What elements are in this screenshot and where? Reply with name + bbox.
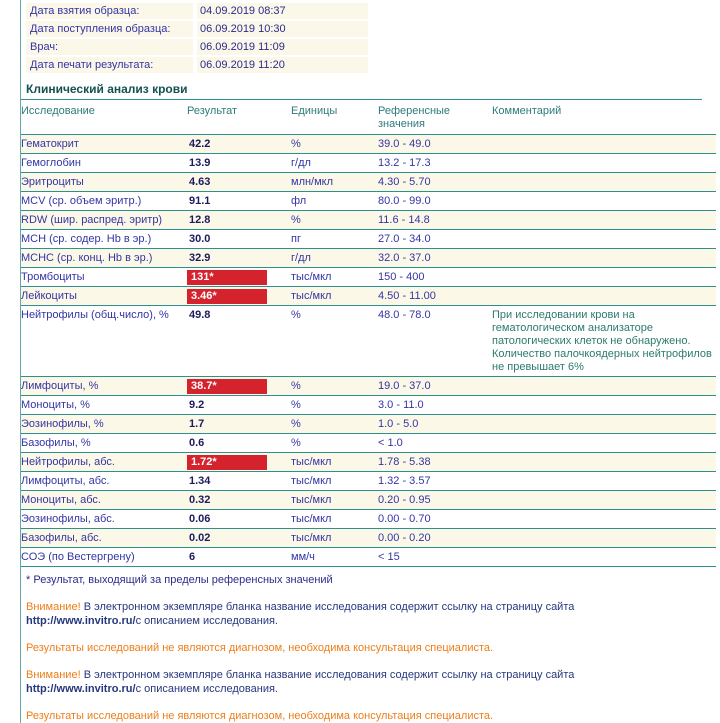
comment — [492, 230, 716, 249]
table-row — [21, 192, 716, 211]
table-row — [21, 377, 716, 396]
result-value: 0.32 — [189, 494, 211, 506]
section-title: Клинический анализ крови — [21, 82, 702, 100]
table-row — [21, 434, 716, 453]
result-value: 131* — [187, 270, 267, 285]
table-row — [21, 268, 716, 287]
invitro-link[interactable]: http://www.invitro.ru/ — [26, 683, 136, 695]
units: тыс/мкл — [291, 510, 378, 529]
reference-range: 11.6 - 14.8 — [378, 211, 492, 230]
table-row — [21, 396, 716, 415]
result-value: 12.8 — [189, 214, 211, 226]
reference-range: 27.0 - 34.0 — [378, 230, 492, 249]
comment — [492, 491, 716, 510]
table-row — [21, 453, 716, 472]
units: тыс/мкл — [291, 268, 378, 287]
reference-range: 80.0 - 99.0 — [378, 192, 492, 211]
comment — [492, 377, 716, 396]
comment — [492, 192, 716, 211]
units: мм/ч — [291, 548, 378, 567]
meta-value: 06.09.2019 11:09 — [197, 39, 368, 55]
comment — [492, 472, 716, 491]
reference-range: 1.32 - 3.57 — [378, 472, 492, 491]
result-value: 1.34 — [189, 475, 211, 487]
table-row — [21, 173, 716, 192]
test-name: Лимфоциты, абс. — [21, 472, 187, 491]
test-name: MCV (ср. объем эритр.) — [21, 192, 187, 211]
comment — [492, 211, 716, 230]
notices — [21, 600, 702, 723]
attention-notice — [21, 668, 686, 696]
test-name: Базофилы, абс. — [21, 529, 187, 548]
table-row — [21, 154, 716, 173]
table-row — [21, 306, 716, 377]
units: г/дл — [291, 249, 378, 268]
comment: При исследовании крови на гематологическом анализаторе патологических клеток не обнаружено. Количество палочкоядерных нейтрофилов не превышает 6% — [492, 306, 716, 377]
disclaimer-text: Результаты исследований не являются диагнозом, необходима консультация специалиста. — [26, 642, 494, 654]
result-value: 1.7 — [189, 418, 205, 430]
comment — [492, 287, 716, 306]
header-units: Единицы — [291, 100, 378, 135]
result-value: 9.2 — [189, 399, 205, 411]
units: % — [291, 396, 378, 415]
header-result: Результат — [187, 100, 291, 135]
meta-row — [26, 3, 702, 19]
test-name: Моноциты, % — [21, 396, 187, 415]
sample-meta — [21, 3, 702, 73]
test-name: СОЭ (по Вестергрену) — [21, 548, 187, 567]
reference-range: 0.00 - 0.20 — [378, 529, 492, 548]
units: % — [291, 434, 378, 453]
units: % — [291, 377, 378, 396]
test-name: Нейтрофилы, абс. — [21, 453, 187, 472]
test-name: Гематокрит — [21, 135, 187, 154]
meta-value: 04.09.2019 08:37 — [197, 3, 368, 19]
table-row — [21, 548, 716, 567]
meta-row — [26, 21, 702, 37]
results-table-header — [21, 100, 716, 135]
test-name: MCHC (ср. конц. Hb в эр.) — [21, 249, 187, 268]
meta-label: Дата поступления образца: — [26, 21, 193, 37]
header-comment: Комментарий — [492, 100, 716, 135]
table-row — [21, 472, 716, 491]
table-row — [21, 211, 716, 230]
comment — [492, 173, 716, 192]
reference-range: < 15 — [378, 548, 492, 567]
test-name: Эозинофилы, % — [21, 415, 187, 434]
notice-text: В электронном экземпляре бланка название исследования содержит ссылку на страницу сайта — [80, 601, 575, 613]
test-name: RDW (шир. распред. эритр) — [21, 211, 187, 230]
table-row — [21, 510, 716, 529]
comment — [492, 135, 716, 154]
meta-value: 06.09.2019 10:30 — [197, 21, 368, 37]
reference-range: 39.0 - 49.0 — [378, 135, 492, 154]
table-row — [21, 287, 716, 306]
table-row — [21, 415, 716, 434]
comment — [492, 529, 716, 548]
units: тыс/мкл — [291, 491, 378, 510]
units: % — [291, 211, 378, 230]
reference-range: 32.0 - 37.0 — [378, 249, 492, 268]
reference-range: 0.20 - 0.95 — [378, 491, 492, 510]
header-reference: Референсные значения — [378, 100, 492, 135]
comment — [492, 396, 716, 415]
test-name: Нейтрофилы (общ.число), % — [21, 306, 187, 377]
units: % — [291, 415, 378, 434]
comment — [492, 453, 716, 472]
attention-label: Внимание! — [26, 669, 81, 681]
test-name: Гемоглобин — [21, 154, 187, 173]
reference-range: 150 - 400 — [378, 268, 492, 287]
lab-report-page — [20, 0, 712, 723]
result-value: 49.8 — [189, 309, 211, 321]
disclaimer-text: Результаты исследований не являются диагнозом, необходима консультация специалиста. — [26, 710, 494, 722]
comment — [492, 510, 716, 529]
notice-text: В электронном экземпляре бланка название исследования содержит ссылку на страницу сайта — [80, 669, 575, 681]
comment — [492, 434, 716, 453]
attention-label: Внимание! — [26, 601, 81, 613]
reference-range: 48.0 - 78.0 — [378, 306, 492, 377]
test-name: Базофилы, % — [21, 434, 187, 453]
comment — [492, 249, 716, 268]
notice-text-suffix: с описанием исследования. — [135, 615, 278, 627]
reference-range: 4.30 - 5.70 — [378, 173, 492, 192]
units: тыс/мкл — [291, 453, 378, 472]
table-row — [21, 249, 716, 268]
reference-range: 13.2 - 17.3 — [378, 154, 492, 173]
units: пг — [291, 230, 378, 249]
meta-label: Врач: — [26, 39, 193, 55]
result-value: 0.6 — [189, 437, 205, 449]
units: % — [291, 306, 378, 377]
result-value: 32.9 — [189, 252, 211, 264]
result-value: 1.72* — [187, 455, 267, 470]
reference-range: 4.50 - 11.00 — [378, 287, 492, 306]
meta-label: Дата взятия образца: — [26, 3, 193, 19]
table-row — [21, 529, 716, 548]
test-name: MCH (ср. содер. Hb в эр.) — [21, 230, 187, 249]
results-table — [21, 100, 716, 567]
result-value: 0.02 — [189, 532, 211, 544]
table-row — [21, 230, 716, 249]
meta-label: Дата печати результата: — [26, 57, 193, 73]
units: млн/мкл — [291, 173, 378, 192]
reference-range: 1.78 - 5.38 — [378, 453, 492, 472]
invitro-link[interactable]: http://www.invitro.ru/ — [26, 615, 136, 627]
comment — [492, 548, 716, 567]
result-value: 0.06 — [189, 513, 211, 525]
header-test: Исследование — [21, 100, 187, 135]
units: тыс/мкл — [291, 472, 378, 491]
result-value: 4.63 — [189, 176, 211, 188]
units: тыс/мкл — [291, 529, 378, 548]
result-value: 91.1 — [189, 195, 211, 207]
result-value: 3.46* — [187, 289, 267, 304]
units: фл — [291, 192, 378, 211]
result-value: 42.2 — [189, 138, 211, 150]
units: тыс/мкл — [291, 287, 378, 306]
test-name: Эозинофилы, абс. — [21, 510, 187, 529]
units: % — [291, 135, 378, 154]
test-name: Лимфоциты, % — [21, 377, 187, 396]
meta-value: 06.09.2019 11:20 — [197, 57, 368, 73]
disclaimer-notice — [21, 709, 686, 723]
table-row — [21, 135, 716, 154]
footnote: * Результат, выходящий за пределы референсных значений — [26, 574, 333, 586]
test-name: Лейкоциты — [21, 287, 187, 306]
meta-row — [26, 39, 702, 55]
test-name: Моноциты, абс. — [21, 491, 187, 510]
result-value: 38.7* — [187, 379, 267, 394]
notice-text-suffix: с описанием исследования. — [135, 683, 278, 695]
result-value: 6 — [189, 551, 196, 563]
results-table-body — [21, 135, 716, 567]
result-value: 13.9 — [189, 157, 211, 169]
disclaimer-notice — [21, 641, 686, 655]
reference-range: 3.0 - 11.0 — [378, 396, 492, 415]
comment — [492, 415, 716, 434]
reference-range: < 1.0 — [378, 434, 492, 453]
comment — [492, 154, 716, 173]
reference-range: 0.00 - 0.70 — [378, 510, 492, 529]
test-name: Эритроциты — [21, 173, 187, 192]
units: г/дл — [291, 154, 378, 173]
meta-row — [26, 57, 702, 73]
result-value: 30.0 — [189, 233, 211, 245]
reference-range: 19.0 - 37.0 — [378, 377, 492, 396]
reference-range: 1.0 - 5.0 — [378, 415, 492, 434]
table-row — [21, 491, 716, 510]
comment — [492, 268, 716, 287]
test-name: Тромбоциты — [21, 268, 187, 287]
attention-notice — [21, 600, 686, 628]
